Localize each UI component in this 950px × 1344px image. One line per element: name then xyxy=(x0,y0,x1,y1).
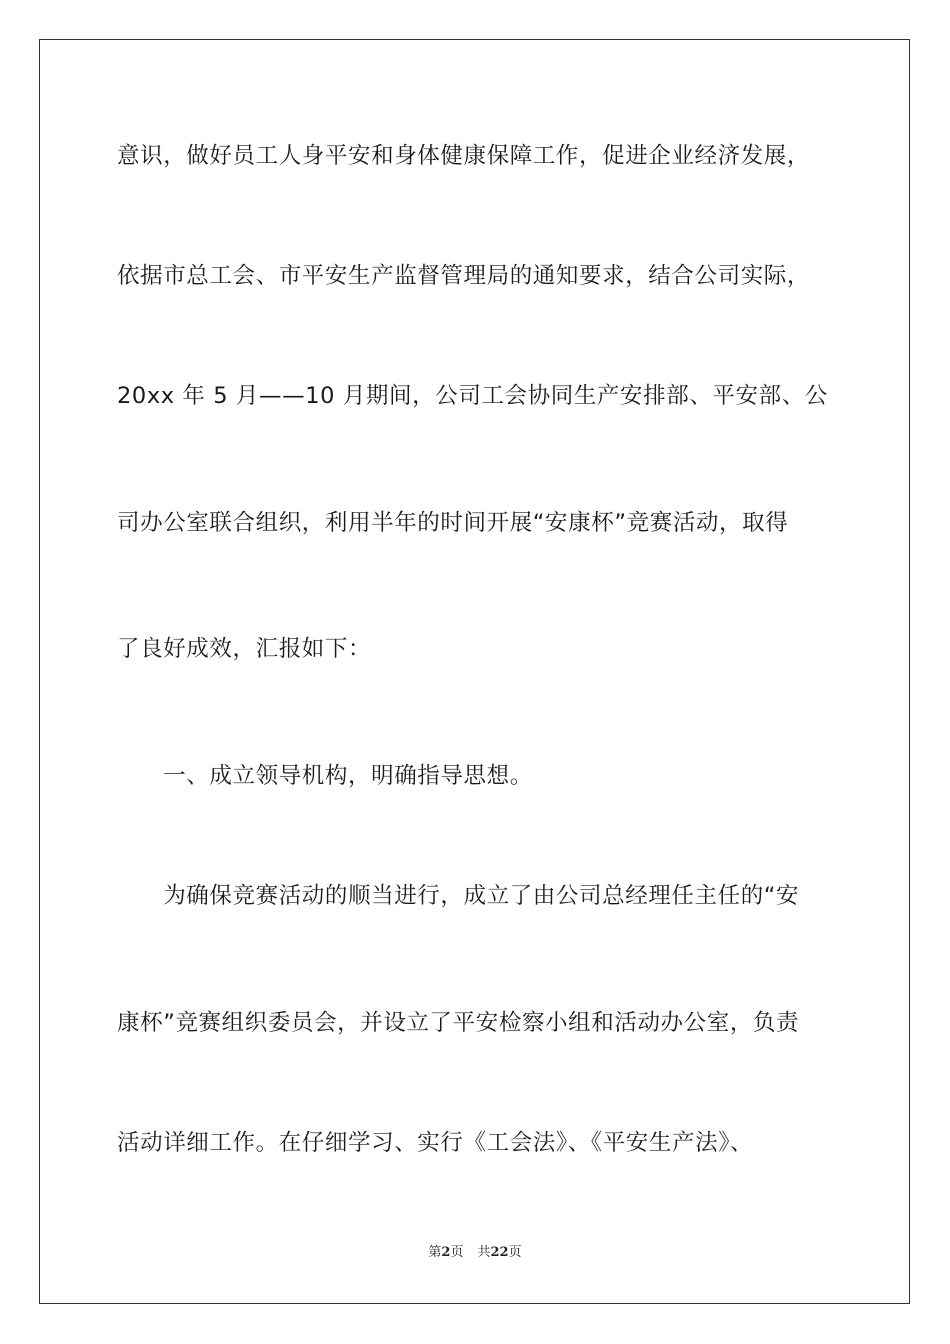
body-text-line: 活动详细工作。在仔细学习、实行《工会法》、《平安生产法》、 xyxy=(117,1130,754,1156)
page-border xyxy=(39,39,910,1304)
section-heading: 一、成立领导机构，明确指导思想。 xyxy=(117,763,533,789)
total-pages-indicator: 共22页 xyxy=(477,1245,522,1260)
body-text-line: 司办公室联合组织，利用半年的时间开展“安康杯”竞赛活动，取得 xyxy=(117,510,789,536)
body-text-line: 意识，做好员工人身平安和身体健康保障工作，促进企业经济发展， xyxy=(117,143,811,169)
body-text-line: 依据市总工会、市平安生产监督管理局的通知要求，结合公司实际， xyxy=(117,263,811,289)
current-page-number: 2 xyxy=(441,1245,451,1260)
body-text-line: 了良好成效，汇报如下： xyxy=(117,636,372,662)
total-pages-number: 22 xyxy=(490,1245,509,1260)
body-text-line: 为确保竞赛活动的顺当进行，成立了由公司总经理任主任的“安 xyxy=(117,883,800,909)
page-indicator: 第2页 xyxy=(428,1245,464,1260)
body-text-line: 康杯”竞赛组织委员会，并设立了平安检察小组和活动办公室，负责 xyxy=(117,1010,800,1036)
body-text-line: 20xx 年 5 月——10 月期间，公司工会协同生产安排部、平安部、公 xyxy=(117,383,828,409)
page-footer xyxy=(0,1244,950,1262)
